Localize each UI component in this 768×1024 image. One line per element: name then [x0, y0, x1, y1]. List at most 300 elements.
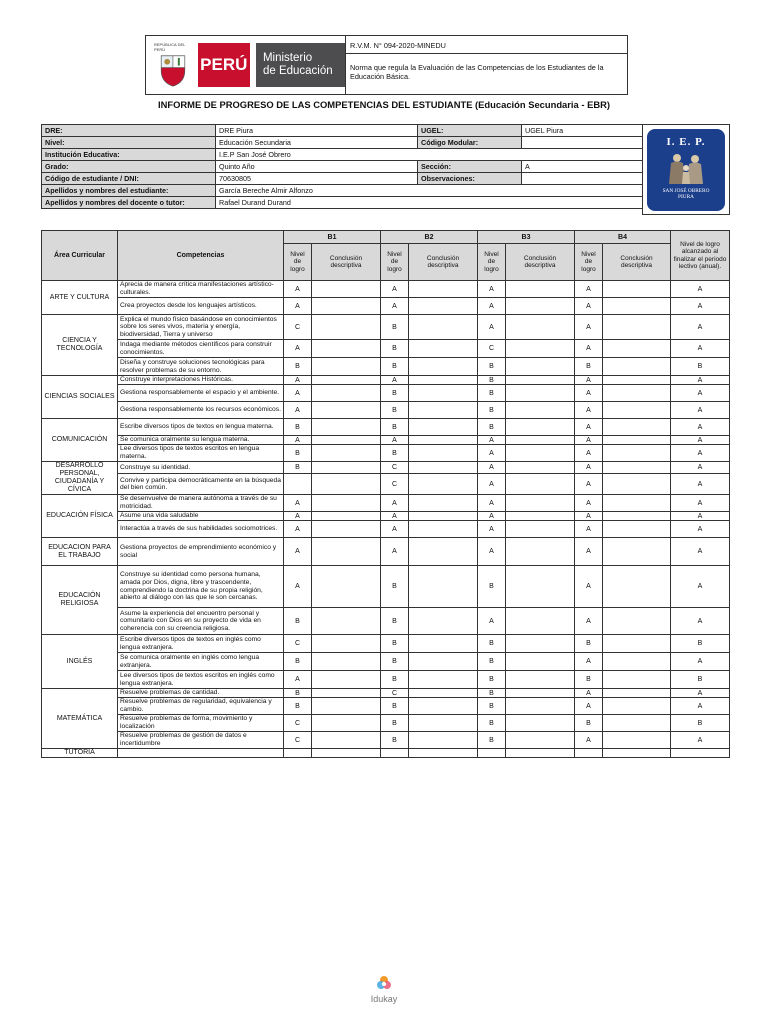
b2-conclusion	[409, 732, 478, 749]
table-row	[42, 474, 730, 495]
minedu-logo	[146, 36, 346, 94]
final-nivel: A	[671, 608, 730, 635]
b2-conclusion	[409, 512, 478, 521]
b4-nivel: A	[575, 608, 603, 635]
b3-conclusion	[506, 566, 575, 608]
b3-nivel: A	[478, 474, 506, 495]
b4-nivel: A	[575, 436, 603, 445]
b2-conclusion	[409, 340, 478, 358]
b1-conclusion	[312, 281, 381, 298]
competencia: Aprecia de manera crítica manifestaciones artístico-culturales.	[118, 281, 284, 298]
competencia: Lee diversos tipos de textos escritos en inglés como lengua extranjera.	[118, 671, 284, 689]
b3-conclusion	[506, 298, 575, 315]
codigo-modular-value	[522, 137, 643, 149]
b1-nivel: C	[284, 715, 312, 732]
b2-conclusion	[409, 281, 478, 298]
b1-nivel: A	[284, 340, 312, 358]
b2-conclusion	[409, 436, 478, 445]
b2-nivel: B	[381, 732, 409, 749]
competencia: Construye interpretaciones Históricas.	[118, 376, 284, 385]
area-name: DESARROLLO PERSONAL, CIUDADANÍA Y CÍVICA	[42, 462, 118, 495]
final-nivel: A	[671, 732, 730, 749]
competencia: Asume la experiencia del encuentro personal y comunitario con Dios en su proyecto de vida en coherencia con su creencia religiosa.	[118, 608, 284, 635]
observaciones-value	[522, 173, 643, 185]
table-row	[42, 512, 730, 521]
b2-nivel: C	[381, 474, 409, 495]
b2-nivel: B	[381, 698, 409, 715]
table-row	[42, 671, 730, 689]
b2-conclusion	[409, 566, 478, 608]
b3-nivel: A	[478, 512, 506, 521]
b3-conclusion	[506, 445, 575, 462]
b2-nivel: C	[381, 462, 409, 474]
ministerio-line1: Ministerio	[262, 52, 313, 64]
b4-conclusion	[603, 653, 671, 671]
header-conclusion: Conclusión descriptiva	[506, 244, 575, 281]
b1-nivel: A	[284, 385, 312, 402]
b2-conclusion	[409, 358, 478, 376]
b4-conclusion	[603, 715, 671, 732]
b1-conclusion	[312, 521, 381, 538]
b4-conclusion	[603, 512, 671, 521]
b3-conclusion	[506, 521, 575, 538]
b1-nivel: A	[284, 521, 312, 538]
b2-nivel: A	[381, 298, 409, 315]
document-header	[145, 35, 628, 95]
header-b3: B3	[478, 231, 575, 244]
final-nivel: A	[671, 298, 730, 315]
table-row	[42, 732, 730, 749]
b3-conclusion	[506, 436, 575, 445]
b3-conclusion	[506, 689, 575, 698]
final-nivel: A	[671, 653, 730, 671]
estudiante-label: Apellidos y nombres del estudiante:	[42, 185, 216, 197]
area-name: EDUCACION PARA EL TRABAJO	[42, 538, 118, 566]
student-info-table	[41, 124, 643, 209]
b4-conclusion	[603, 436, 671, 445]
b2-nivel	[381, 749, 409, 758]
header-conclusion: Conclusión descriptiva	[603, 244, 671, 281]
b3-nivel: A	[478, 445, 506, 462]
b2-conclusion	[409, 419, 478, 436]
b1-nivel: B	[284, 653, 312, 671]
peru-badge: PERÚ	[198, 43, 250, 87]
table-row	[42, 298, 730, 315]
b4-conclusion	[603, 521, 671, 538]
b2-nivel: B	[381, 671, 409, 689]
area-name: EDUCACIÓN FÍSICA	[42, 495, 118, 538]
b1-conclusion	[312, 653, 381, 671]
school-logo-city: PIURA	[678, 193, 694, 200]
competencia: Lee diversos tipos de textos escritos en lengua materna.	[118, 445, 284, 462]
estudiante-value: García Bereche Almir Alfonzo	[216, 185, 643, 197]
table-row	[42, 340, 730, 358]
b4-nivel: A	[575, 376, 603, 385]
institucion-value: I.E.P San José Obrero	[216, 149, 643, 161]
b4-conclusion	[603, 732, 671, 749]
b4-conclusion	[603, 566, 671, 608]
header-competencias: Competencias	[118, 231, 284, 281]
b1-conclusion	[312, 689, 381, 698]
b1-conclusion	[312, 698, 381, 715]
competencia: Indaga mediante métodos científicos para construir conocimientos.	[118, 340, 284, 358]
b3-nivel: B	[478, 376, 506, 385]
b2-conclusion	[409, 376, 478, 385]
competencia: Gestiona responsablemente los recursos económicos.	[118, 402, 284, 419]
b1-nivel: A	[284, 495, 312, 512]
header-b4: B4	[575, 231, 671, 244]
final-nivel: A	[671, 281, 730, 298]
b4-conclusion	[603, 402, 671, 419]
b2-nivel: B	[381, 715, 409, 732]
b1-nivel: B	[284, 608, 312, 635]
competencia: Escribe diversos tipos de textos en inglés como lengua extranjera.	[118, 635, 284, 653]
b2-nivel: A	[381, 376, 409, 385]
b4-conclusion	[603, 608, 671, 635]
holy-family-icon	[660, 151, 712, 185]
b3-conclusion	[506, 474, 575, 495]
b2-nivel: A	[381, 495, 409, 512]
b4-conclusion	[603, 749, 671, 758]
idukay-icon	[375, 974, 393, 992]
school-logo-name: SAN JOSÉ OBRERO	[662, 187, 710, 194]
nivel-label: Nivel:	[42, 137, 216, 149]
b2-nivel: B	[381, 419, 409, 436]
b1-conclusion	[312, 732, 381, 749]
b2-nivel: A	[381, 521, 409, 538]
b3-conclusion	[506, 538, 575, 566]
b2-conclusion	[409, 689, 478, 698]
table-row	[42, 462, 730, 474]
header-nivel: Nivel de logro	[284, 244, 312, 281]
b3-conclusion	[506, 698, 575, 715]
header-nivel: Nivel de logro	[478, 244, 506, 281]
final-nivel: A	[671, 445, 730, 462]
docente-label: Apellidos y nombres del docente o tutor:	[42, 197, 216, 209]
b3-nivel: A	[478, 495, 506, 512]
footer-brand: Idukay	[370, 994, 398, 1004]
final-nivel: B	[671, 671, 730, 689]
b2-nivel: A	[381, 538, 409, 566]
b4-nivel: A	[575, 462, 603, 474]
b4-nivel: B	[575, 671, 603, 689]
competencia: Construye su identidad.	[118, 462, 284, 474]
institucion-label: Institución Educativa:	[42, 149, 216, 161]
table-row	[42, 521, 730, 538]
b1-conclusion	[312, 566, 381, 608]
header-nivel: Nivel de logro	[381, 244, 409, 281]
final-nivel: A	[671, 512, 730, 521]
b3-conclusion	[506, 385, 575, 402]
b4-conclusion	[603, 419, 671, 436]
ministerio-badge	[256, 43, 345, 87]
final-nivel	[671, 749, 730, 758]
final-nivel: A	[671, 419, 730, 436]
b3-nivel	[478, 749, 506, 758]
b2-conclusion	[409, 715, 478, 732]
grado-label: Grado:	[42, 161, 216, 173]
header-area: Área Curricular	[42, 231, 118, 281]
b4-conclusion	[603, 315, 671, 340]
b3-conclusion	[506, 608, 575, 635]
final-nivel: A	[671, 689, 730, 698]
competencia: Gestiona proyectos de emprendimiento económico y social	[118, 538, 284, 566]
b2-nivel: A	[381, 281, 409, 298]
grades-table	[41, 230, 730, 758]
final-nivel: A	[671, 315, 730, 340]
b1-nivel: A	[284, 566, 312, 608]
codigo-modular-label: Código Modular:	[418, 137, 522, 149]
b1-nivel: B	[284, 419, 312, 436]
competencia: Resuelve problemas de regularidad, equivalencia y cambio.	[118, 698, 284, 715]
b1-nivel: C	[284, 315, 312, 340]
table-row	[42, 358, 730, 376]
final-nivel: A	[671, 385, 730, 402]
table-row	[42, 566, 730, 608]
rvm-code: R.V.M. N° 094-2020-MINEDU	[346, 36, 627, 54]
table-row	[42, 419, 730, 436]
table-row	[42, 281, 730, 298]
b4-nivel: A	[575, 281, 603, 298]
final-nivel: A	[671, 376, 730, 385]
seccion-value: A	[522, 161, 643, 173]
competencia: Convive y participa democráticamente en la búsqueda del bien común.	[118, 474, 284, 495]
b4-nivel: A	[575, 298, 603, 315]
b3-nivel: B	[478, 385, 506, 402]
final-nivel: A	[671, 538, 730, 566]
b1-conclusion	[312, 402, 381, 419]
b3-nivel: A	[478, 521, 506, 538]
b1-nivel: A	[284, 376, 312, 385]
b1-nivel: C	[284, 732, 312, 749]
b1-nivel: A	[284, 538, 312, 566]
header-b1: B1	[284, 231, 381, 244]
b2-nivel: B	[381, 340, 409, 358]
b4-conclusion	[603, 538, 671, 566]
b1-nivel: A	[284, 512, 312, 521]
report-title: INFORME DE PROGRESO DE LAS COMPETENCIAS DEL ESTUDIANTE (Educación Secundaria - EBR)	[158, 99, 610, 110]
final-nivel: B	[671, 635, 730, 653]
shield-caption: REPÚBLICA DEL PERÚ	[154, 42, 186, 52]
b3-conclusion	[506, 281, 575, 298]
final-nivel: A	[671, 698, 730, 715]
b2-conclusion	[409, 315, 478, 340]
competencia: Se comunica oralmente su lengua materna.	[118, 436, 284, 445]
table-row	[42, 749, 730, 758]
final-nivel: A	[671, 436, 730, 445]
b1-nivel: B	[284, 462, 312, 474]
b2-nivel: B	[381, 635, 409, 653]
b4-nivel: A	[575, 689, 603, 698]
competencia: Asume una vida saludable	[118, 512, 284, 521]
b4-nivel: A	[575, 474, 603, 495]
b1-conclusion	[312, 419, 381, 436]
b3-conclusion	[506, 315, 575, 340]
b1-conclusion	[312, 340, 381, 358]
b3-nivel: B	[478, 419, 506, 436]
table-row	[42, 635, 730, 653]
codigo-estudiante-value: 70630805	[216, 173, 418, 185]
b2-conclusion	[409, 445, 478, 462]
b1-conclusion	[312, 445, 381, 462]
area-name: TUTORIA	[42, 749, 118, 758]
b2-conclusion	[409, 698, 478, 715]
b4-nivel: A	[575, 698, 603, 715]
final-nivel: A	[671, 521, 730, 538]
b1-conclusion	[312, 635, 381, 653]
b1-conclusion	[312, 298, 381, 315]
b2-conclusion	[409, 671, 478, 689]
b3-nivel: C	[478, 340, 506, 358]
ministerio-line2: de Educación	[262, 65, 333, 77]
b3-nivel: B	[478, 689, 506, 698]
b2-conclusion	[409, 749, 478, 758]
b1-nivel	[284, 749, 312, 758]
competencia: Construye su identidad como persona humana, amada por Dios, digna, libre y trascendente, comprendiendo la doctrina de su propia religión, abierto al diálogo con las que le son cercanas.	[118, 566, 284, 608]
b2-conclusion	[409, 298, 478, 315]
table-row	[42, 376, 730, 385]
b1-conclusion	[312, 462, 381, 474]
b4-nivel: A	[575, 445, 603, 462]
b4-nivel: A	[575, 512, 603, 521]
b3-nivel: B	[478, 635, 506, 653]
b3-conclusion	[506, 715, 575, 732]
b2-nivel: B	[381, 315, 409, 340]
b2-conclusion	[409, 402, 478, 419]
final-nivel: A	[671, 495, 730, 512]
peru-shield-icon	[154, 42, 192, 88]
b1-nivel: A	[284, 298, 312, 315]
b1-conclusion	[312, 715, 381, 732]
competencia: Escribe diversos tipos de textos en lengua materna.	[118, 419, 284, 436]
b4-conclusion	[603, 474, 671, 495]
b3-nivel: A	[478, 436, 506, 445]
b2-nivel: B	[381, 445, 409, 462]
b1-conclusion	[312, 671, 381, 689]
b4-conclusion	[603, 298, 671, 315]
area-name: MATEMÁTICA	[42, 689, 118, 749]
seccion-label: Sección:	[418, 161, 522, 173]
b4-conclusion	[603, 358, 671, 376]
b3-conclusion	[506, 419, 575, 436]
area-name: ARTE Y CULTURA	[42, 281, 118, 315]
b2-conclusion	[409, 653, 478, 671]
competencia: Gestiona responsablemente el espacio y el ambiente.	[118, 385, 284, 402]
b4-nivel: A	[575, 521, 603, 538]
b4-nivel: A	[575, 402, 603, 419]
b1-conclusion	[312, 474, 381, 495]
b2-conclusion	[409, 635, 478, 653]
b3-nivel: A	[478, 608, 506, 635]
b4-conclusion	[603, 462, 671, 474]
grado-value: Quinto Año	[216, 161, 418, 173]
b4-nivel: A	[575, 315, 603, 340]
observaciones-label: Observaciones:	[418, 173, 522, 185]
b1-conclusion	[312, 358, 381, 376]
competencia: Se comunica oralmente en inglés como lengua extranjera.	[118, 653, 284, 671]
b2-conclusion	[409, 495, 478, 512]
b2-conclusion	[409, 462, 478, 474]
table-row	[42, 689, 730, 698]
b3-nivel: B	[478, 698, 506, 715]
b1-conclusion	[312, 315, 381, 340]
final-nivel: A	[671, 474, 730, 495]
b4-nivel	[575, 749, 603, 758]
b3-conclusion	[506, 376, 575, 385]
nivel-value: Educación Secundaria	[216, 137, 418, 149]
competencia: Crea proyectos desde los lenguajes artísticos.	[118, 298, 284, 315]
competencia	[118, 749, 284, 758]
ugel-label: UGEL:	[418, 125, 522, 137]
b1-nivel: B	[284, 445, 312, 462]
b1-conclusion	[312, 436, 381, 445]
b3-nivel: A	[478, 315, 506, 340]
b1-conclusion	[312, 608, 381, 635]
b1-nivel: B	[284, 698, 312, 715]
b3-conclusion	[506, 749, 575, 758]
competencia: Resuelve problemas de gestión de datos e incertidumbre	[118, 732, 284, 749]
final-nivel: B	[671, 358, 730, 376]
b2-nivel: C	[381, 689, 409, 698]
header-final: Nivel de logro alcanzado al finalizar el periodo lectivo (anual).	[671, 231, 730, 281]
b4-conclusion	[603, 689, 671, 698]
area-name: CIENCIAS SOCIALES	[42, 376, 118, 419]
b1-nivel: C	[284, 635, 312, 653]
area-name: INGLÉS	[42, 635, 118, 689]
codigo-estudiante-label: Código de estudiante / DNI:	[42, 173, 216, 185]
b2-conclusion	[409, 608, 478, 635]
b3-nivel: B	[478, 653, 506, 671]
area-name: EDUCACIÓN RELIGIOSA	[42, 566, 118, 635]
b3-conclusion	[506, 635, 575, 653]
table-row	[42, 495, 730, 512]
b4-nivel: A	[575, 732, 603, 749]
b2-nivel: A	[381, 512, 409, 521]
b1-nivel	[284, 474, 312, 495]
dre-label: DRE:	[42, 125, 216, 137]
table-row	[42, 385, 730, 402]
b4-conclusion	[603, 340, 671, 358]
b2-nivel: B	[381, 402, 409, 419]
competencia: Resuelve problemas de forma, movimiento y localización	[118, 715, 284, 732]
final-nivel: A	[671, 402, 730, 419]
b1-conclusion	[312, 538, 381, 566]
header-b2: B2	[381, 231, 478, 244]
header-conclusion: Conclusión descriptiva	[409, 244, 478, 281]
b1-nivel: A	[284, 671, 312, 689]
header-conclusion: Conclusión descriptiva	[312, 244, 381, 281]
dre-value: DRE Piura	[216, 125, 418, 137]
b3-nivel: B	[478, 358, 506, 376]
b4-conclusion	[603, 495, 671, 512]
b3-nivel: B	[478, 732, 506, 749]
b4-nivel: A	[575, 538, 603, 566]
b1-nivel: A	[284, 402, 312, 419]
b3-conclusion	[506, 671, 575, 689]
b1-nivel: B	[284, 358, 312, 376]
b3-nivel: A	[478, 281, 506, 298]
b2-nivel: B	[381, 608, 409, 635]
b4-conclusion	[603, 635, 671, 653]
b2-conclusion	[409, 385, 478, 402]
b3-conclusion	[506, 358, 575, 376]
header-nivel: Nivel de logro	[575, 244, 603, 281]
ugel-value: UGEL Piura	[522, 125, 643, 137]
b4-conclusion	[603, 698, 671, 715]
b1-conclusion	[312, 495, 381, 512]
area-name: CIENCIA Y TECNOLOGÍA	[42, 315, 118, 376]
b2-conclusion	[409, 521, 478, 538]
